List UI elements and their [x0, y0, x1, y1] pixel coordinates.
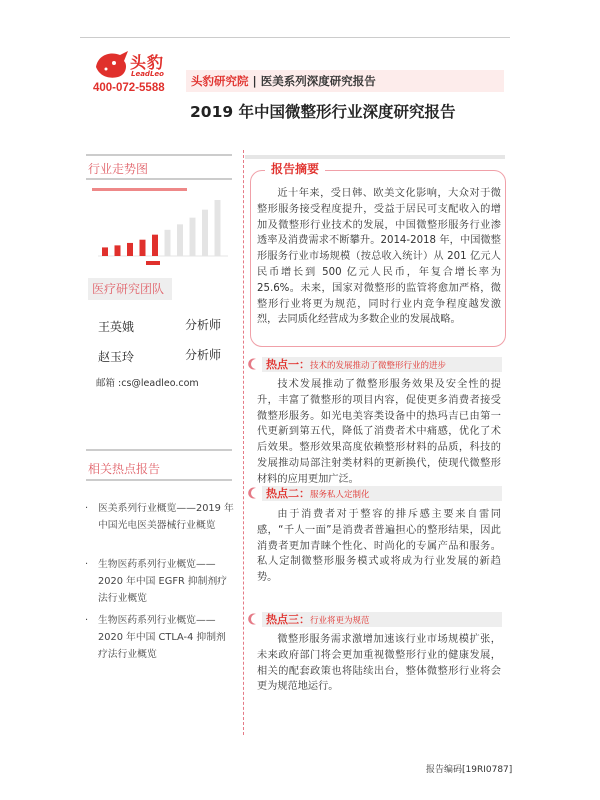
trend-bar	[102, 247, 108, 256]
trend-bar	[165, 230, 171, 256]
analyst-role: 分析师	[185, 348, 222, 362]
summary-text: 近十年来，受日韩、欧美文化影响，大众对于微整形服务接受程度提升，受益于居民可支配收入的增加及微整形行业技术的发展，中国微整形服务行业渗透率及消费需求不断攀升。2014-2018 年，中国微整形服务行业市场规模（按总收入统计）从 201 亿元人民币增长到 500 亿元人民币，年复合增长率为 25.6%。未来，国家对微整形的监管将愈加严格，微整形行业将更为规范，同时行业内竞争程度越发激烈，去同质化经营成为多数企业的发展战略。	[257, 188, 501, 326]
related-report-link[interactable]: · 生物医药系列行业概览——2020 年中国 EGFR 抑制剂疗法行业概览	[84, 556, 234, 607]
trend-bar	[190, 218, 196, 256]
crescent-bullet-icon	[247, 358, 259, 370]
brand-name-en: LeadLeo	[131, 70, 164, 78]
separator: |	[252, 74, 257, 88]
report-code: 报告编码[19RI0787]	[426, 765, 513, 775]
hotspot-subtitle: 服务私人定制化	[310, 490, 370, 500]
top-rule	[80, 37, 510, 38]
divider	[86, 479, 232, 481]
hotspot-2-text: 由于消费者对于整容的排斥感主要来自雷同感，“千人一面”是消费者普遍担心的整形结果，因此消费者更加青睐个性化、时尚化的专属产品和服务。私人定制微整形服务模式或将成为行业发展的新趋势。	[257, 509, 501, 584]
hotspot-3-heading	[262, 612, 502, 627]
hotspot-label: 热点三：	[266, 613, 310, 626]
series-banner	[186, 70, 504, 92]
divider	[86, 449, 232, 451]
hotspot-subtitle: 行业将更为规范	[310, 616, 370, 626]
analyst-name: 王英娥	[98, 320, 135, 334]
contact-email: 邮箱 :cs@leadleo.com	[96, 378, 199, 389]
hotspot-3-text: 微整形服务需求激增加速该行业市场规模扩张，未来政府部门将会更加重视微整形行业的健康发展，相关的配套政策也将陆续出台，整体微整形行业将会更为规范地运行。	[257, 634, 501, 693]
trend-bar	[177, 224, 183, 256]
crescent-bullet-icon	[247, 487, 259, 499]
related-heading: 相关热点报告	[88, 462, 161, 476]
hotspot-label: 热点二：	[266, 487, 310, 500]
divider	[86, 178, 232, 180]
trend-heading: 行业走势图	[88, 162, 149, 176]
hotspot-1-heading	[262, 357, 502, 372]
trend-chart-thumbnail	[88, 186, 232, 266]
trend-bar	[140, 240, 146, 256]
related-report-link[interactable]: · 医美系列行业概览——2019 年中国光电医美器械行业概览	[84, 500, 234, 534]
hotspot-2-heading	[262, 486, 502, 501]
series-name: 医美系列深度研究报告	[260, 74, 376, 88]
analyst-name: 赵玉玲	[98, 350, 135, 364]
hotspot-1-text: 技术发展推动了微整形服务效果及安全性的提升，丰富了微整形的项目内容，促使更多消费者接受微整形服务。如光电美容类设备中的热玛吉已由第一代更新到第五代，降低了消费者术中痛感，优化了术后效果。整形效果高度依赖整形材料的品质，科技的发展推动局部注射类材料的更新换代，使现代微整形材料的应用更加广泛。	[257, 379, 501, 485]
institute-name: 头豹研究院	[191, 74, 249, 88]
team-heading: 医疗研究团队	[88, 278, 172, 300]
report-title: 2019 年中国微整形行业深度研究报告	[190, 103, 456, 121]
hotspot-label: 热点一：	[266, 358, 310, 371]
crescent-bullet-icon	[247, 613, 259, 625]
trend-bar	[215, 200, 221, 256]
brand-name: 头豹	[130, 53, 165, 72]
trend-bar	[202, 210, 208, 256]
summary-title: 报告摘要	[265, 160, 325, 177]
related-report-link[interactable]: · 生物医药系列行业概览——2020 年中国 CTLA-4 抑制剂疗法行业概览	[84, 612, 234, 663]
trend-bar	[152, 235, 158, 256]
analyst-role: 分析师	[185, 318, 222, 332]
column-divider	[243, 150, 244, 735]
hotspot-subtitle: 技术的发展推动了微整形行业的进步	[310, 361, 447, 371]
trend-bar	[127, 243, 133, 256]
trend-bar	[115, 245, 121, 256]
phone-number: 400-072-5588	[93, 82, 165, 94]
divider	[245, 155, 505, 159]
